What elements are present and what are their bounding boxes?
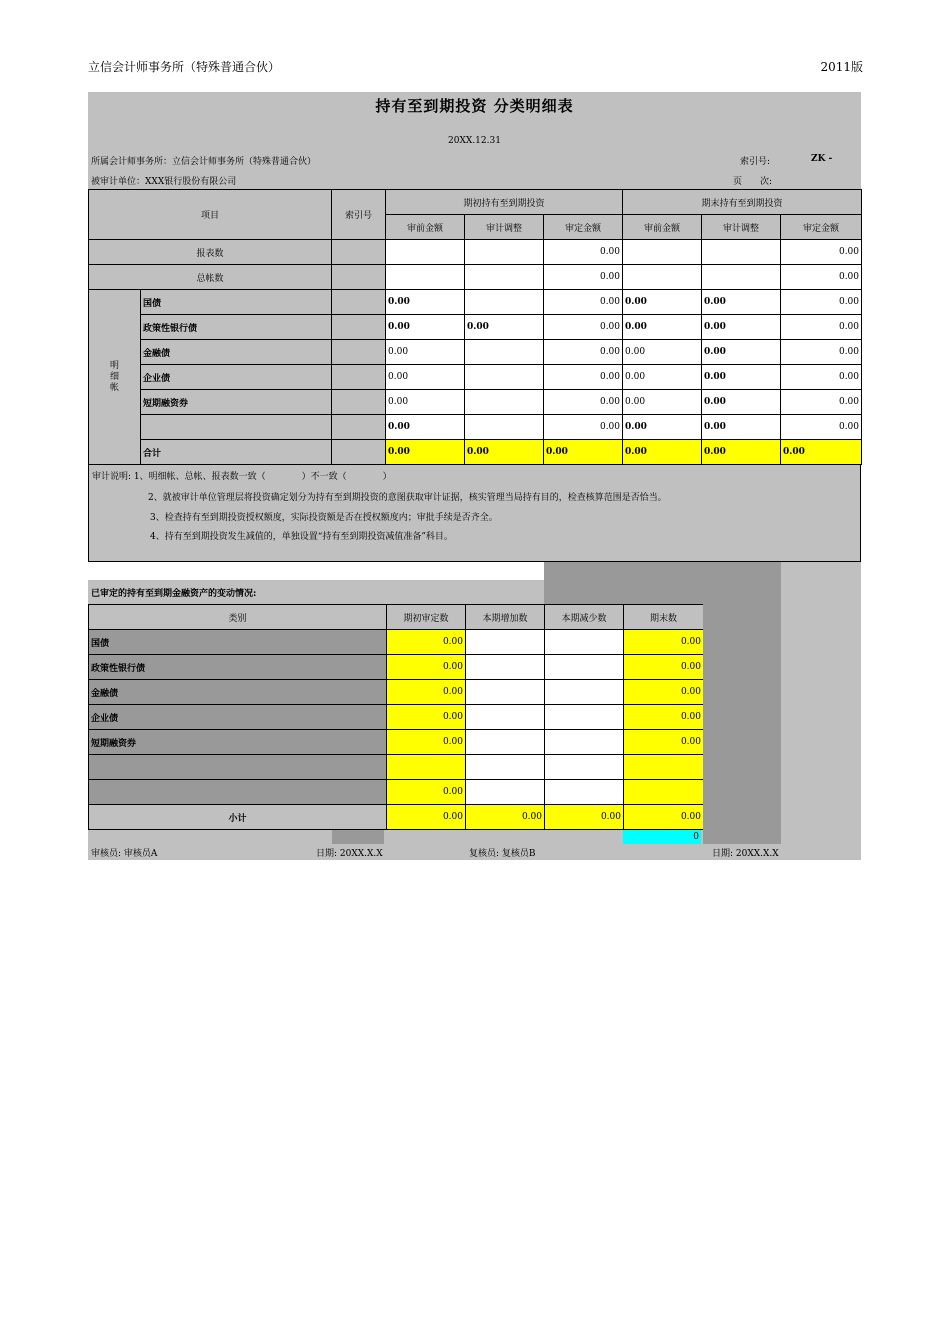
note-line: 2、就被审计单位管理层将投资确定划分为持有至到期投资的意图获取审计证据，核实管理当局持有目的，检查核算范围是否恰当。	[148, 493, 667, 503]
cell[interactable]: 0.00	[702, 440, 781, 465]
cell[interactable]	[466, 755, 545, 780]
cell[interactable]: 0.00	[386, 315, 465, 340]
cell[interactable]	[545, 705, 624, 730]
sub-header: 审定金额	[544, 215, 623, 240]
col-header: 期末数	[624, 605, 704, 630]
cell[interactable]: 0.00	[781, 340, 862, 365]
table-row	[89, 290, 862, 315]
cell[interactable]: 0.00	[544, 240, 623, 265]
cell[interactable]: 0.00	[702, 365, 781, 390]
cell[interactable]	[624, 780, 704, 805]
version-label: 2011版	[820, 60, 863, 74]
cell[interactable]: 0.00	[387, 705, 466, 730]
change-heading-row	[88, 580, 861, 604]
row-label	[89, 755, 387, 780]
table-row	[89, 365, 862, 390]
cell[interactable]: 0.00	[702, 390, 781, 415]
cell[interactable]	[386, 240, 465, 265]
row-label: 企业债	[89, 705, 387, 730]
group-end: 期末持有至到期投资	[623, 190, 862, 215]
cell[interactable]: 0.00	[386, 290, 465, 315]
cell[interactable]	[623, 240, 702, 265]
cell[interactable]: 0.00	[623, 365, 702, 390]
cell[interactable]	[465, 415, 544, 440]
col-header: 期初审定数	[387, 605, 466, 630]
cell[interactable]	[386, 265, 465, 290]
row-label: 企业债	[141, 365, 332, 390]
unit-meta: 被审计单位：XXX银行股份有限公司	[91, 177, 237, 187]
cell[interactable]: 0.00	[544, 415, 623, 440]
cell[interactable]: 0.00	[387, 655, 466, 680]
col-item: 项目	[89, 190, 332, 240]
sheet-date: 20XX.12.31	[448, 136, 501, 146]
cell[interactable]	[545, 655, 624, 680]
sub-header: 审计调整	[465, 215, 544, 240]
table-row	[89, 705, 704, 730]
cell[interactable]: 0.00	[702, 340, 781, 365]
row-label: 短期融资券	[141, 390, 332, 415]
row-label: 总帐数	[89, 265, 332, 290]
row-label: 政策性银行债	[141, 315, 332, 340]
cell[interactable]	[466, 780, 545, 805]
investment-table	[88, 189, 862, 465]
cell[interactable]	[545, 680, 624, 705]
change-heading: 已审定的持有至到期金融资产的变动情况:	[91, 589, 257, 599]
cell[interactable]: 0.00	[781, 265, 862, 290]
cell[interactable]: 0.00	[623, 315, 702, 340]
cell[interactable]	[466, 730, 545, 755]
cell[interactable]: 0.00	[623, 290, 702, 315]
cell[interactable]: 0.00	[702, 415, 781, 440]
cell[interactable]: 0.00	[387, 805, 466, 830]
rechecker: 复核员: 复核员B	[469, 849, 536, 859]
cell[interactable]	[465, 265, 544, 290]
cell[interactable]: 0.00	[386, 440, 465, 465]
cell[interactable]: 0.00	[623, 340, 702, 365]
cell[interactable]: 0.00	[387, 730, 466, 755]
firm-meta: 所属会计师事务所：立信会计师事务所（特殊普通合伙）	[91, 157, 317, 167]
row-label	[89, 780, 387, 805]
cell[interactable]	[465, 340, 544, 365]
cell[interactable]: 0.00	[702, 290, 781, 315]
row-label	[141, 415, 332, 440]
index-value: ZK -	[811, 154, 833, 164]
table-row	[89, 755, 704, 780]
cell[interactable]: 0.00	[624, 630, 704, 655]
cell[interactable]: 0.00	[386, 390, 465, 415]
cell[interactable]: 0.00	[386, 365, 465, 390]
table-row	[89, 340, 862, 365]
check-cell[interactable]: 0	[623, 830, 701, 844]
table-row	[89, 780, 704, 805]
sheet-title: 持有至到期投资 分类明细表	[375, 97, 574, 115]
detail-label: 明 细 帐	[89, 290, 141, 465]
cell[interactable]: 0.00	[465, 315, 544, 340]
cell[interactable]: 0.00	[544, 365, 623, 390]
cell[interactable]: 0.00	[781, 415, 862, 440]
cell[interactable]	[623, 265, 702, 290]
row-label: 金融债	[89, 680, 387, 705]
cell[interactable]: 0.00	[387, 680, 466, 705]
cell[interactable]: 0.00	[545, 805, 624, 830]
table-row	[89, 265, 862, 290]
cell[interactable]: 0.00	[466, 805, 545, 830]
cell[interactable]: 0.00	[624, 680, 704, 705]
footer-row	[88, 844, 861, 860]
col-index: 索引号	[332, 190, 386, 240]
group-begin: 期初持有至到期投资	[386, 190, 623, 215]
audit-notes	[88, 465, 861, 562]
col-header: 本期增加数	[466, 605, 545, 630]
row-label: 国债	[89, 630, 387, 655]
cell[interactable]	[466, 655, 545, 680]
row-label: 金融债	[141, 340, 332, 365]
cell[interactable]: 0.00	[386, 415, 465, 440]
cell[interactable]: 0.00	[544, 440, 623, 465]
cell[interactable]: 0.00	[387, 630, 466, 655]
table-row	[89, 315, 862, 340]
cell[interactable]: 0.00	[624, 730, 704, 755]
cell[interactable]	[466, 705, 545, 730]
change-table	[88, 604, 704, 830]
sub-header: 审前金额	[623, 215, 702, 240]
table-row	[89, 415, 862, 440]
cell[interactable]: 0.00	[781, 365, 862, 390]
table-row	[89, 240, 862, 265]
table-row	[89, 390, 862, 415]
cell[interactable]: 0.00	[544, 390, 623, 415]
reviewer: 审核员: 审核员A	[91, 849, 158, 859]
cell[interactable]	[465, 390, 544, 415]
cell[interactable]: 0.00	[624, 705, 704, 730]
col-header: 本期减少数	[545, 605, 624, 630]
cell[interactable]	[466, 680, 545, 705]
note-line: 审计说明: 1、明细帐、总帐、报表数一致（ ）不一致（ ）	[92, 472, 392, 482]
cell[interactable]: 0.00	[544, 315, 623, 340]
table-row	[89, 680, 704, 705]
cell[interactable]: 0.00	[544, 340, 623, 365]
cell[interactable]	[702, 240, 781, 265]
cell[interactable]: 0.00	[781, 390, 862, 415]
title-area	[88, 92, 861, 189]
subtotal-label: 小计	[89, 805, 387, 830]
total-row	[89, 440, 862, 465]
cell[interactable]	[545, 730, 624, 755]
cell[interactable]: 0.00	[624, 805, 704, 830]
cell[interactable]: 0.00	[387, 780, 466, 805]
subtotal-row	[89, 805, 704, 830]
cell[interactable]	[624, 755, 704, 780]
cell[interactable]: 0.00	[702, 315, 781, 340]
cell[interactable]: 0.00	[544, 265, 623, 290]
recheck-date: 日期: 20XX.X.X	[712, 849, 779, 859]
cell[interactable]: 0.00	[781, 440, 862, 465]
cell[interactable]: 0.00	[465, 440, 544, 465]
note-line: 4、持有至到期投资发生减值的，单独设置“持有至到期投资减值准备”科目。	[150, 532, 453, 542]
cell[interactable]: 0.00	[781, 290, 862, 315]
cell[interactable]: 0.00	[624, 655, 704, 680]
row-label: 短期融资券	[89, 730, 387, 755]
cell[interactable]	[702, 265, 781, 290]
note-line: 3、检查持有至到期投资授权额度，实际投资额是否在授权额度内；审批手续是否齐全。	[150, 513, 498, 523]
row-label: 报表数	[89, 240, 332, 265]
worksheet	[88, 92, 861, 860]
col-header: 类别	[89, 605, 387, 630]
cell[interactable]: 0.00	[623, 415, 702, 440]
table-row	[89, 655, 704, 680]
total-label: 合计	[141, 440, 332, 465]
cell[interactable]: 0.00	[623, 440, 702, 465]
index-label: 索引号:	[740, 157, 771, 167]
firm-header: 立信会计师事务所（特殊普通合伙）	[88, 60, 281, 74]
cell[interactable]	[465, 290, 544, 315]
review-date: 日期: 20XX.X.X	[316, 849, 383, 859]
cell[interactable]: 0.00	[781, 315, 862, 340]
cell[interactable]: 0.00	[781, 240, 862, 265]
table-row	[89, 630, 704, 655]
cell[interactable]	[466, 630, 545, 655]
row-label: 国债	[141, 290, 332, 315]
cell[interactable]: 0.00	[544, 290, 623, 315]
sub-header: 审计调整	[702, 215, 781, 240]
sub-header: 审定金额	[781, 215, 862, 240]
table-row	[89, 730, 704, 755]
cell[interactable]	[465, 240, 544, 265]
sub-header: 审前金额	[386, 215, 465, 240]
cell[interactable]	[465, 365, 544, 390]
cell[interactable]	[387, 755, 466, 780]
cell[interactable]: 0.00	[386, 340, 465, 365]
cell[interactable]	[545, 755, 624, 780]
page-label: 页 次:	[733, 177, 773, 187]
cell[interactable]	[545, 630, 624, 655]
row-label: 政策性银行债	[89, 655, 387, 680]
cell[interactable]	[545, 780, 624, 805]
cell[interactable]: 0.00	[623, 390, 702, 415]
